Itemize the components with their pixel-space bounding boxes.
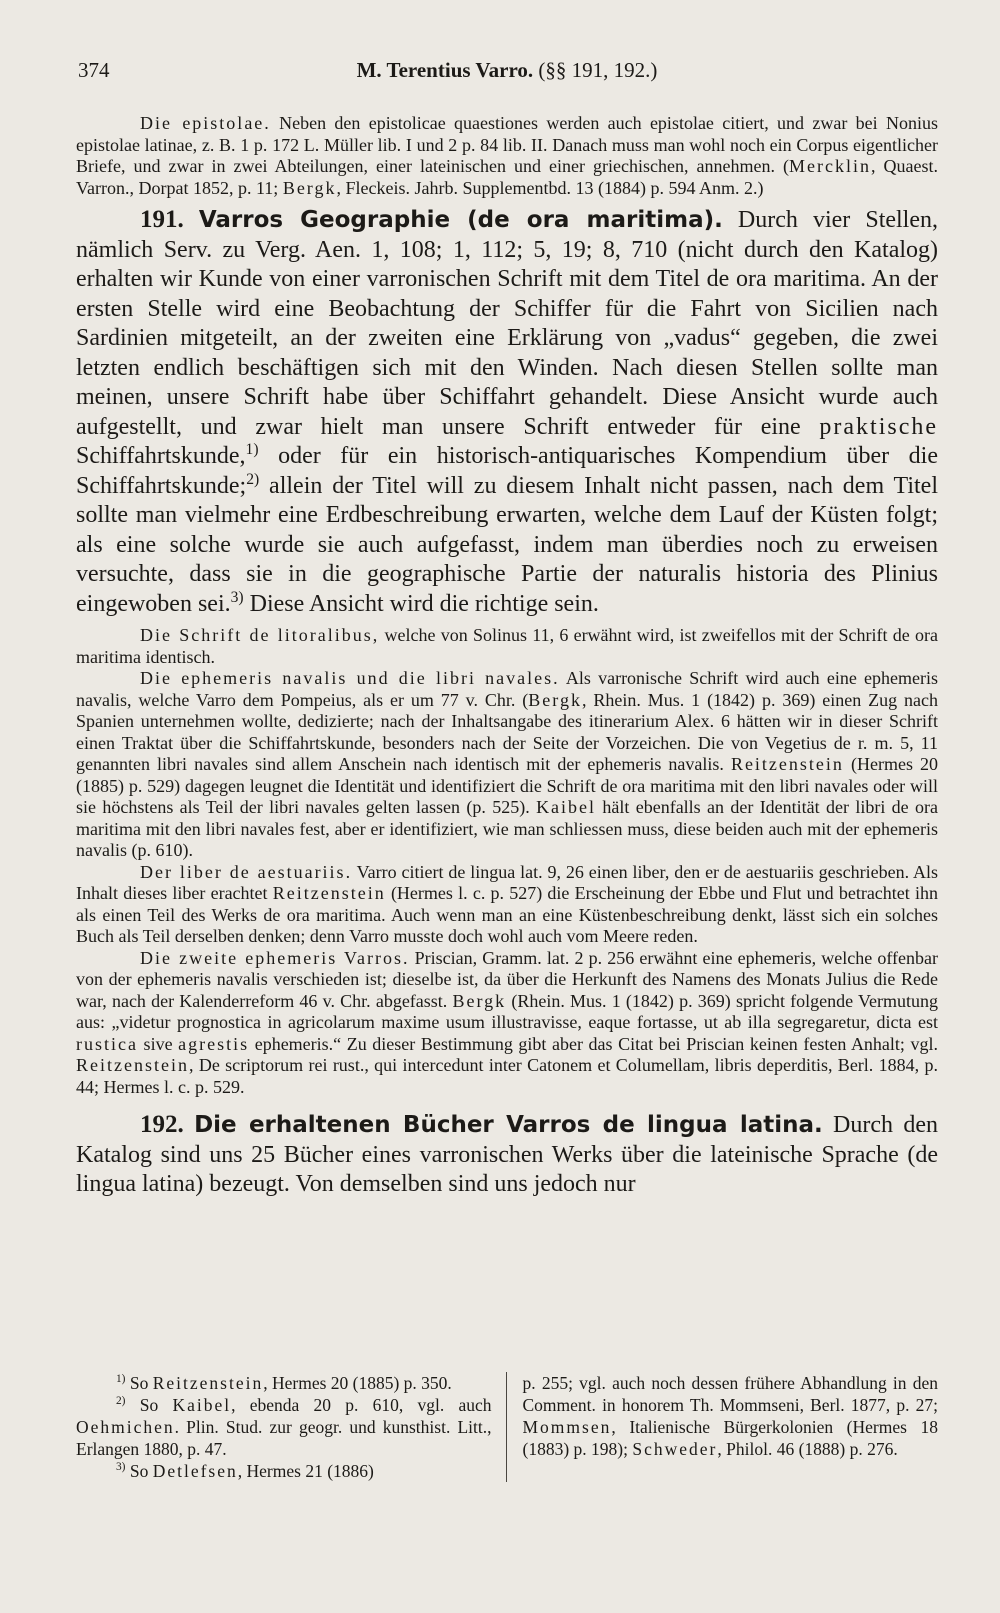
section-191-number: 191. bbox=[140, 206, 184, 233]
epistolae-paragraph: Die epistolae. Neben den epistolicae quaestiones werden auch epistolae citiert, und zwar bei Nonius epistolae latinae, z. B. 1 p. 172 L. Müller lib. I und 2 p. 84 lib. II. Danach muss man wohl noch ein Corpus eigentlicher Briefe, und zwar in zwei Abteilungen, einer lateinischen und einer griechischen, annehmen. (Mercklin, Quaest. Varron., Dorpat 1852, p. 11; Bergk, Fleckeis. Jahrb. Supplementbd. 13 (1884) p. 594 Anm. 2.) bbox=[76, 113, 939, 198]
running-title bbox=[78, 58, 936, 83]
footnote-3-continued: p. 255; vgl. auch noch dessen frühere Abhandlung in den Comment. in honorem Th. Mommseni, Berl. 1877, p. 27; Mommsen, Italienische Bürgerkolonien (Hermes 18 (1883) p. 198); Schweder, Philol. 46 (1888) p. 276. bbox=[522, 1373, 938, 1459]
footnotes-left-column bbox=[76, 1372, 507, 1482]
section-192-number: 192. bbox=[140, 1111, 184, 1138]
section-192-heading: Die erhaltenen Bücher Varros de lingua latina. bbox=[194, 1112, 823, 1138]
litoralibus-paragraph: Die Schrift de litoralibus, welche von Solinus 11, 6 erwähnt wird, ist zweifellos mit der Schrift de ora maritima identisch. bbox=[76, 625, 938, 667]
footnote-1: $^{1)}$ So Reitzenstein, Hermes 20 (1885) p. 350. bbox=[116, 1373, 452, 1393]
zweite-ephemeris-paragraph: Die zweite ephemeris Varros. Priscian, Gramm. lat. 2 p. 256 erwähnt eine ephemeris, welche offenbar von der ephemeris navalis verschieden ist; dieselbe ist, da über die Herkunft des Namens des Monats Julius die Rede war, nach der Kalenderreform 46 v. Chr. abgefasst. Bergk (Rhein. Mus. 1 (1842) p. 369) spricht folgende Vermutung aus: „videtur prognostica in agricolarum maxime usum illustravisse, eaque fortasse, ut ab illa segregaretur, dicta est rustica sive agrestis ephemeris.“ Zu dieser Bestimmung gibt aber das Citat bei Priscian keinen festen Anhalt; vgl. Reitzenstein, De scriptorum rei rust., qui intercedunt inter Catonem et Columellam, libris deperditis, Berl. 1884, p. 44; Hermes l. c. p. 529. bbox=[76, 947, 939, 1097]
running-title-author: M. Terentius Varro. bbox=[356, 58, 534, 82]
section-191: 191. Varros Geographie (de ora maritima). Durch vier Stellen, nämlich Serv. zu Verg. Aen. 1, 108; 1, 112; 5, 19; 8, 710 (nicht durch den Katalog) erhalten wir Kunde von einer varronischen Schrift mit dem Titel de ora maritima. An der ersten Stelle wird eine Beobachtung der Schiffer für die Fahrt von Sicilien nach Sardinien mitgeteilt, an der zweiten eine Erklärung von „vadus“ gegeben, die zwei letzten endlich beschäftigen sich mit den Winden. Nach diesen Stellen sollte man meinen, unsere Schrift habe über Schiffahrt gehandelt. Diese Ansicht wurde auch aufgestellt, und zwar hielt man unsere Schrift entweder für eine praktische Schiffahrtskunde,$^{1)}$ oder für ein historisch-antiquarisches Kompendium über die Schiffahrtskunde;$^{2)}$ allein der Titel will zu diesem Inhalt nicht passen, nach dem Titel sollte man vielmehr eine Erdbeschreibung erwarten, welche dem Lauf der Küsten folgt; als eine solche wurde sie auch aufgefasst, indem man überdies noch zu erweisen versuchte, dass sie in die geographische Partie der naturalis historia des Plinius eingewoben sei.$^{3)}$ Diese Ansicht wird die richtige sein. bbox=[76, 206, 939, 617]
footnote-ref-1: 1) bbox=[245, 441, 259, 458]
footnote-2: $^{2)}$ So Kaibel, ebenda 20 p. 610, vgl. auch Oehmichen. Plin. Stud. zur geogr. und kunsthist. Litt., Erlangen 1880, p. 47. bbox=[76, 1395, 492, 1459]
section-191-heading: Varros Geographie (de ora maritima). bbox=[198, 207, 723, 233]
footnotes-right-column bbox=[507, 1372, 939, 1482]
footnote-ref-3: 3) bbox=[230, 588, 244, 606]
running-header bbox=[78, 58, 936, 94]
page-body bbox=[76, 113, 938, 1200]
section-192: 192. Die erhaltenen Bücher Varros de lingua latina. Durch den Katalog sind uns 25 Bücher eines varronischen Werks über die lateinische Sprache (de lingua latina) bezeugt. Von demselben sind uns jedoch nur bbox=[76, 1111, 938, 1197]
footnote-3: $^{3)}$ So Detlefsen, Hermes 21 (1886) bbox=[116, 1461, 374, 1481]
epistolae-lead: Die epistolae. bbox=[140, 113, 271, 133]
page-number: 374 bbox=[78, 58, 110, 82]
footnotes bbox=[76, 1372, 938, 1482]
ephemeris-navalis-paragraph: Die ephemeris navalis und die libri navales. Als varronische Schrift wird auch eine ephemeris navalis, welche Varro dem Pompeius, als er um 77 v. Chr. (Bergk, Rhein. Mus. 1 (1842) p. 369) einen Zug nach Spanien unternehmen wollte, dedizierte; nach der Inhaltsangabe des itinerarium Alex. 6 hätten wir in dieser Schrift einen Traktat über die Schiffahrtskunde, besonders nach der Seite der Vorzeichen. Die von Vegetius de r. m. 5, 11 genannten libri navales sind allem Anschein nach identisch mit der ephemeris navalis. Reitzenstein (Hermes 20 (1885) p. 529) dagegen leugnet die Identität und identifiziert die Schrift de ora maritima mit den libri navales oder will sie höchstens als Teil der libri navales gelten lassen (p. 525). Kaibel hält ebenfalls an der Identität der libri de ora maritima mit den libri navales fest, aber er identifiziert, wie man schliessen muss, diese beiden auch mit der ephemeris navalis (p. 610). bbox=[76, 668, 938, 860]
running-title-sections: (§§ 191, 192.) bbox=[538, 58, 658, 82]
footnote-ref-2: 2) bbox=[246, 470, 260, 488]
aestuariis-paragraph: Der liber de aestuariis. Varro citiert de lingua lat. 9, 26 einen liber, den er de aestuariis geschrieben. Als Inhalt dieses liber erachtet Reitzenstein (Hermes l. c. p. 527) die Erscheinung der Ebbe und Flut und betrachtet ihn als einen Teil des Werks de ora maritima. Auch wenn man an eine Küstenbeschreibung denkt, lässt sich ein solches Buch als Teil derselben denken; denn Varro musste doch wohl auch vom Meere reden. bbox=[76, 861, 938, 946]
